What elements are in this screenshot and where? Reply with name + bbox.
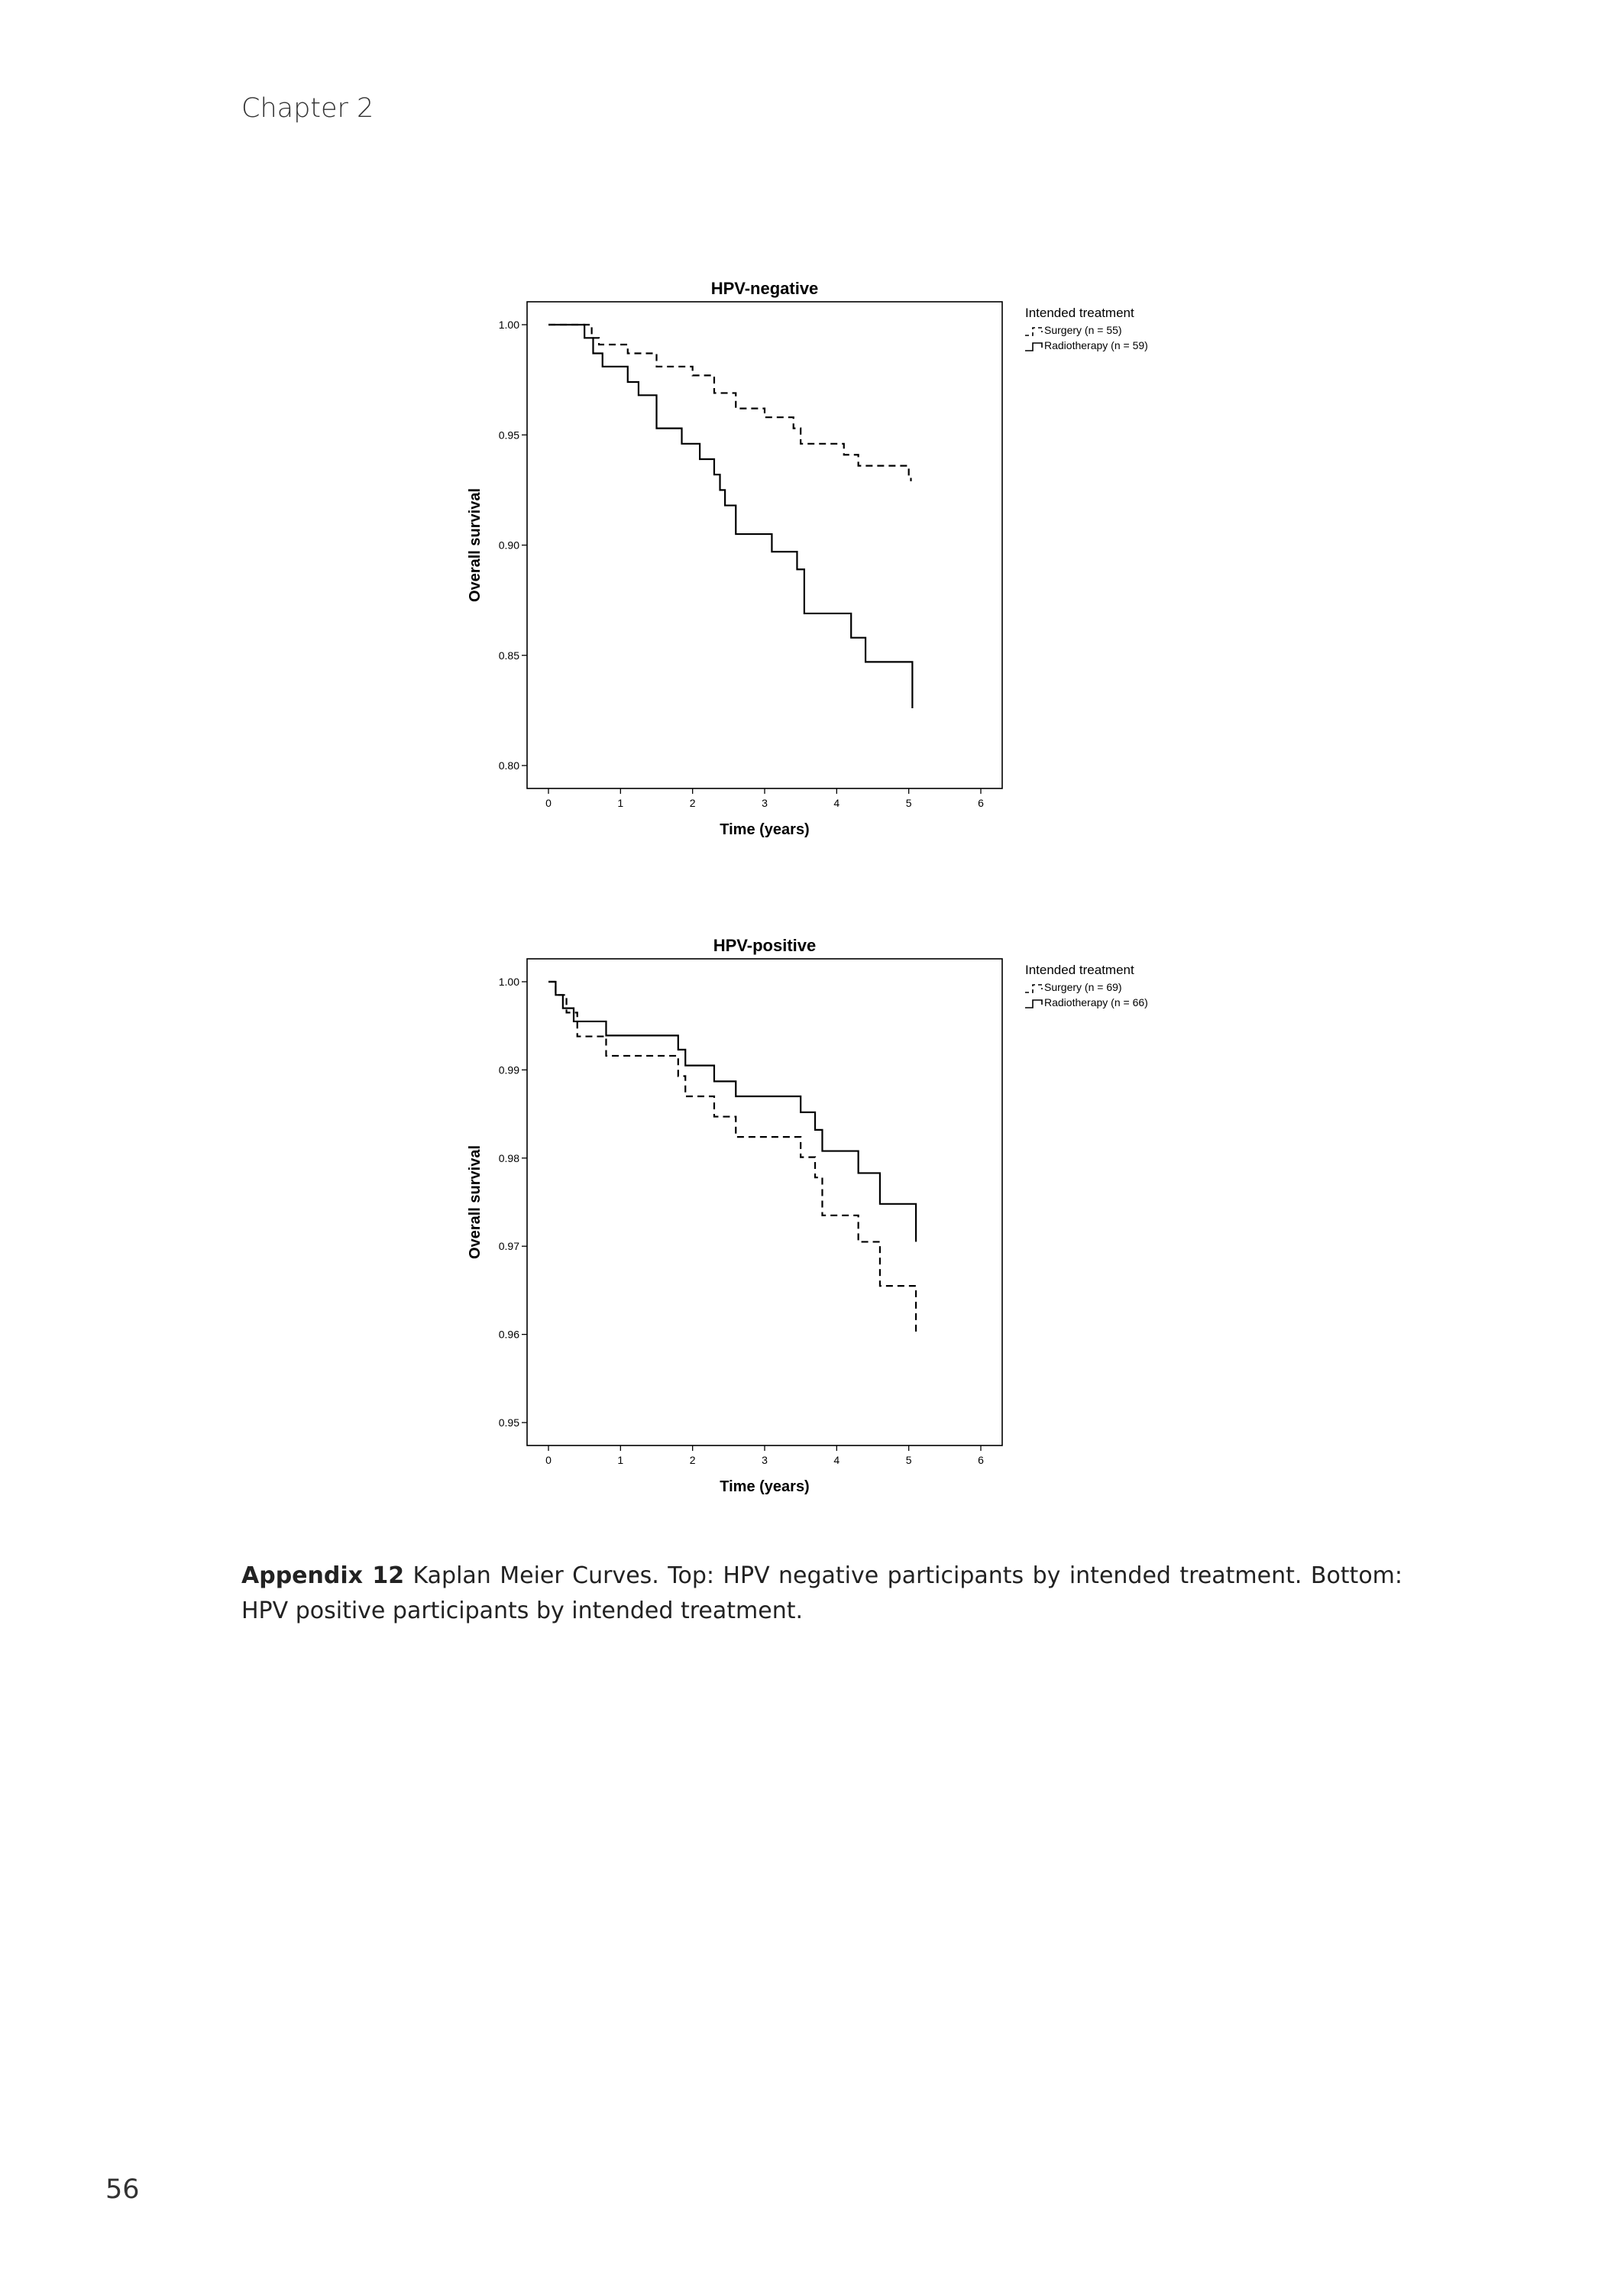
legend-swatch <box>1025 328 1042 335</box>
chart-title: HPV-positive <box>713 936 817 955</box>
legend-swatch <box>1025 985 1042 992</box>
legend-swatch <box>1025 343 1042 351</box>
km-chart-hpv-negative <box>428 267 1207 863</box>
x-tick-label: 2 <box>689 1454 696 1466</box>
legend-title: Intended treatment <box>1025 306 1134 320</box>
series-line-radiotherapy <box>548 325 912 708</box>
legend-title: Intended treatment <box>1025 963 1134 977</box>
y-tick-label: 0.97 <box>498 1240 519 1253</box>
x-tick-label: 4 <box>833 1454 840 1466</box>
legend-entry: Radiotherapy (n = 59) <box>1044 339 1148 351</box>
page-number: 56 <box>105 2174 140 2205</box>
x-tick-label: 2 <box>689 797 696 809</box>
y-axis-label: Overall survival <box>467 1145 484 1259</box>
x-tick-label: 5 <box>905 797 912 809</box>
chapter-header: Chapter 2 <box>241 93 374 124</box>
y-tick-label: 0.96 <box>498 1328 519 1341</box>
x-tick-label: 6 <box>978 797 984 809</box>
legend-entry: Surgery (n = 55) <box>1044 324 1122 336</box>
y-tick-label: 0.95 <box>498 1416 519 1429</box>
x-tick-label: 3 <box>762 797 768 809</box>
figure-caption <box>241 1559 1402 1629</box>
legend-swatch <box>1025 1000 1042 1008</box>
x-tick-label: 1 <box>617 797 624 809</box>
plot-frame <box>527 302 1002 788</box>
y-tick-label: 0.98 <box>498 1151 519 1164</box>
km-chart-hpv-positive <box>428 924 1207 1520</box>
y-tick-label: 0.90 <box>498 539 519 552</box>
x-tick-label: 4 <box>833 797 840 809</box>
y-tick-label: 0.99 <box>498 1063 519 1076</box>
x-tick-label: 0 <box>545 1454 552 1466</box>
x-tick-label: 5 <box>905 1454 912 1466</box>
series-line-radiotherapy <box>548 982 916 1242</box>
plot-frame <box>527 959 1002 1445</box>
x-axis-label: Time (years) <box>720 1478 810 1495</box>
legend-entry: Surgery (n = 69) <box>1044 981 1122 993</box>
x-tick-label: 0 <box>545 797 552 809</box>
series-line-surgery <box>548 982 916 1335</box>
y-tick-label: 1.00 <box>498 319 519 331</box>
y-tick-label: 0.80 <box>498 759 519 772</box>
series-line-surgery <box>548 325 911 481</box>
y-axis-label: Overall survival <box>467 488 484 602</box>
y-tick-label: 0.85 <box>498 649 519 662</box>
y-tick-label: 0.95 <box>498 429 519 442</box>
caption-label: Appendix 12 <box>241 1562 405 1589</box>
x-tick-label: 6 <box>978 1454 984 1466</box>
legend-entry: Radiotherapy (n = 66) <box>1044 996 1148 1008</box>
chart-title: HPV-negative <box>710 279 819 298</box>
x-tick-label: 1 <box>617 1454 624 1466</box>
x-axis-label: Time (years) <box>720 821 810 838</box>
y-tick-label: 1.00 <box>498 976 519 988</box>
x-tick-label: 3 <box>762 1454 768 1466</box>
caption-text: Kaplan Meier Curves. Top: HPV negative participants by intended treatment. Bottom: HPV positive participants by intended treatment. <box>241 1562 1403 1624</box>
